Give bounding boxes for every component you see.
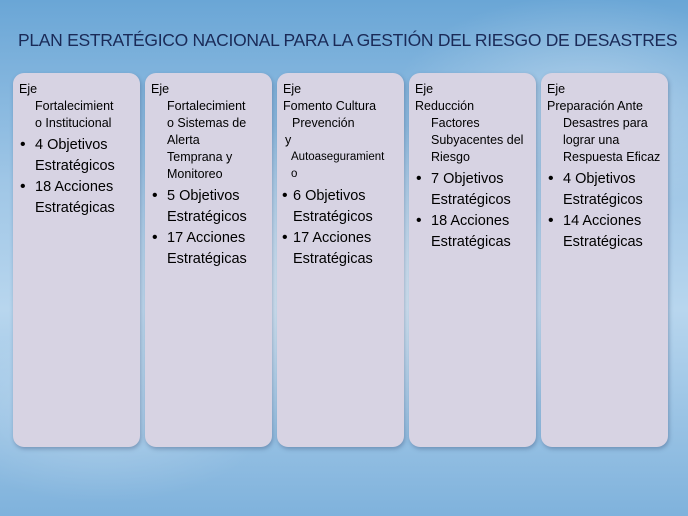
eje-subtitle-line: Preparación Ante <box>547 99 643 113</box>
eje-subtitle-line: Riesgo <box>431 150 470 164</box>
eje-subtitle-line: Alerta <box>167 133 200 147</box>
eje-label: Eje <box>19 82 38 96</box>
acciones-item: • 17 Acciones Estratégicas <box>151 228 266 269</box>
eje-card-preparacion-desastres <box>541 73 668 447</box>
eje-subtitle-line: y <box>285 133 292 147</box>
eje-subtitle-line: Autoaseguramient <box>291 151 385 163</box>
eje-items <box>415 169 530 252</box>
eje-subtitle-line: Factores <box>431 116 480 130</box>
eje-subtitle-line: Prevención <box>292 116 355 130</box>
eje-subtitle-line: Fomento Cultura <box>283 99 377 113</box>
eje-items <box>283 186 398 269</box>
eje-card-cultura-prevencion <box>277 73 404 447</box>
acciones-item: • 17 Acciones Estratégicas <box>283 228 398 269</box>
eje-items <box>151 186 266 269</box>
eje-subtitle-line: Subyacentes del <box>431 133 524 147</box>
eje-label: Eje <box>283 82 302 96</box>
eje-label: Eje <box>151 82 170 96</box>
eje-card-reduccion-factores <box>409 73 536 447</box>
objetivos-item: • 7 Objetivos Estratégicos <box>415 169 530 210</box>
eje-items <box>19 135 134 218</box>
objetivos-item: • 4 Objetivos Estratégicos <box>19 135 134 176</box>
eje-subtitle-line: Monitoreo <box>167 167 223 181</box>
acciones-item: • 18 Acciones Estratégicas <box>415 211 530 252</box>
eje-label: Eje <box>547 82 566 96</box>
eje-card-fortalecimiento-institucional <box>13 73 140 447</box>
eje-subtitle-line: Desastres para <box>563 116 648 130</box>
eje-subtitle-line: o <box>291 168 298 180</box>
objetivos-item: • 6 Objetivos Estratégicos <box>283 186 398 227</box>
eje-subtitle-line: lograr una <box>563 133 620 147</box>
eje-subtitle-line: Respuesta Eficaz <box>563 150 661 164</box>
eje-label: Eje <box>415 82 434 96</box>
eje-subtitle-line: Reducción <box>415 99 475 113</box>
acciones-item: • 18 Acciones Estratégicas <box>19 177 134 218</box>
acciones-item: • 14 Acciones Estratégicas <box>547 211 662 252</box>
eje-items <box>547 169 662 252</box>
eje-subtitle-line: o Sistemas de <box>167 116 247 130</box>
eje-card-sistemas-alerta-temprana <box>145 73 272 447</box>
eje-subtitle-line: Temprana y <box>167 150 233 164</box>
objetivos-item: • 4 Objetivos Estratégicos <box>547 169 662 210</box>
eje-subtitle-line: Fortalecimient <box>35 99 114 113</box>
objetivos-item: • 5 Objetivos Estratégicos <box>151 186 266 227</box>
eje-subtitle-line: o Institucional <box>35 116 112 130</box>
slide-title: PLAN ESTRATÉGICO NACIONAL PARA LA GESTIÓN DEL RIESGO DE DESASTRES <box>18 30 678 50</box>
eje-subtitle-line: Fortalecimient <box>167 99 246 113</box>
